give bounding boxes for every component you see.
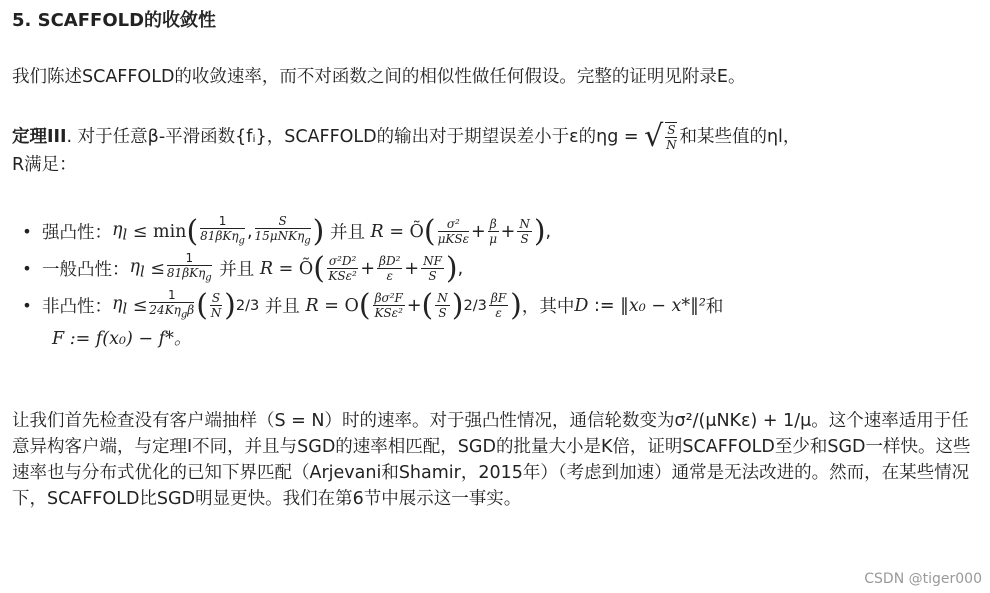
nonconvex-line2: F := f(x₀) − f*。: [52, 329, 192, 349]
intro-paragraph: 我们陈述SCAFFOLD的收敛速率，而不对函数之间的相似性做任何假设。完整的证明见附录E。: [12, 67, 746, 87]
bullet-list: [12, 214, 978, 350]
bullet-strongly-convex: • 强凸性： $\eta_l$ ≤ min ( $\frac{1}{81\beta K\eta_g}$ , $\frac{S}{15\mu NK\eta_g}$ ) 并且 R = Õ ( $\frac{\text{σ²}}{\text{μKSε}}$ + $\frac{\beta}{\mu}$ + $\frac{N}{S}$ ) ,: [22, 214, 552, 249]
bullet-nonconvex: • 非凸性： $\eta_l$ ≤ $\frac{1}{24K\eta_g\beta}$ ( $\frac{S}{N}$ ) 2/3 并且 R = O ( $\frac{\text{βσ²F}}{\text{KSε²}}$ + ( $\frac{N}{S}$ ) 2/3 $\frac{\beta F}{\varepsilon}$ ) ，其中 D := ‖x₀ − x*‖² 和: [22, 288, 724, 323]
watermark: CSDN @tiger000: [864, 571, 982, 587]
theorem-label: 定理III: [12, 127, 67, 147]
theorem-paragraph: 定理III. 对于任意β-平滑函数{fᵢ}，SCAFFOLD的输出对于期望误差小于ε的ηg = √ $\frac{S}{N}$ 和某些值的ηl， R满足：: [12, 119, 801, 175]
theorem-text-b: 和某些值的ηl，: [679, 127, 801, 147]
discussion-paragraph: 让我们首先检查没有客户端抽样（S = N）时的速率。对于强凸性情况，通信轮数变为σ²/(μNKε) + 1/μ。这个速率适用于任意异构客户端，与定理I不同，并且与SGD的速率相匹配，SGD的批量大小是K倍，证明SCAFFOLD至少和SGD一样快。这些速率也与分布式优化的已知下界匹配（Arjevani和Shamir，2015年）（考虑到加速）通常是无法改进的。然而，在某些情况下，SCAFFOLD比SGD明显更快。我们在第6节中展示这一事实。: [12, 411, 971, 509]
bullet-general-convex: • 一般凸性： $\eta_l$ ≤ $\frac{1}{81\beta K\eta_g}$ 并且 R = Õ ( $\frac{\text{σ²D²}}{\text{KSε²}}$ + $\frac{\text{βD²}}{\varepsilon}$ + $\frac{NF}{S}$ ) ,: [22, 251, 464, 286]
theorem-text: . 对于任意β-平滑函数{fᵢ}，SCAFFOLD的输出对于期望误差小于ε的ηg =: [66, 127, 645, 147]
theorem-text-c: R满足：: [12, 155, 77, 175]
section-heading: 5. SCAFFOLD的收敛性: [12, 10, 217, 31]
